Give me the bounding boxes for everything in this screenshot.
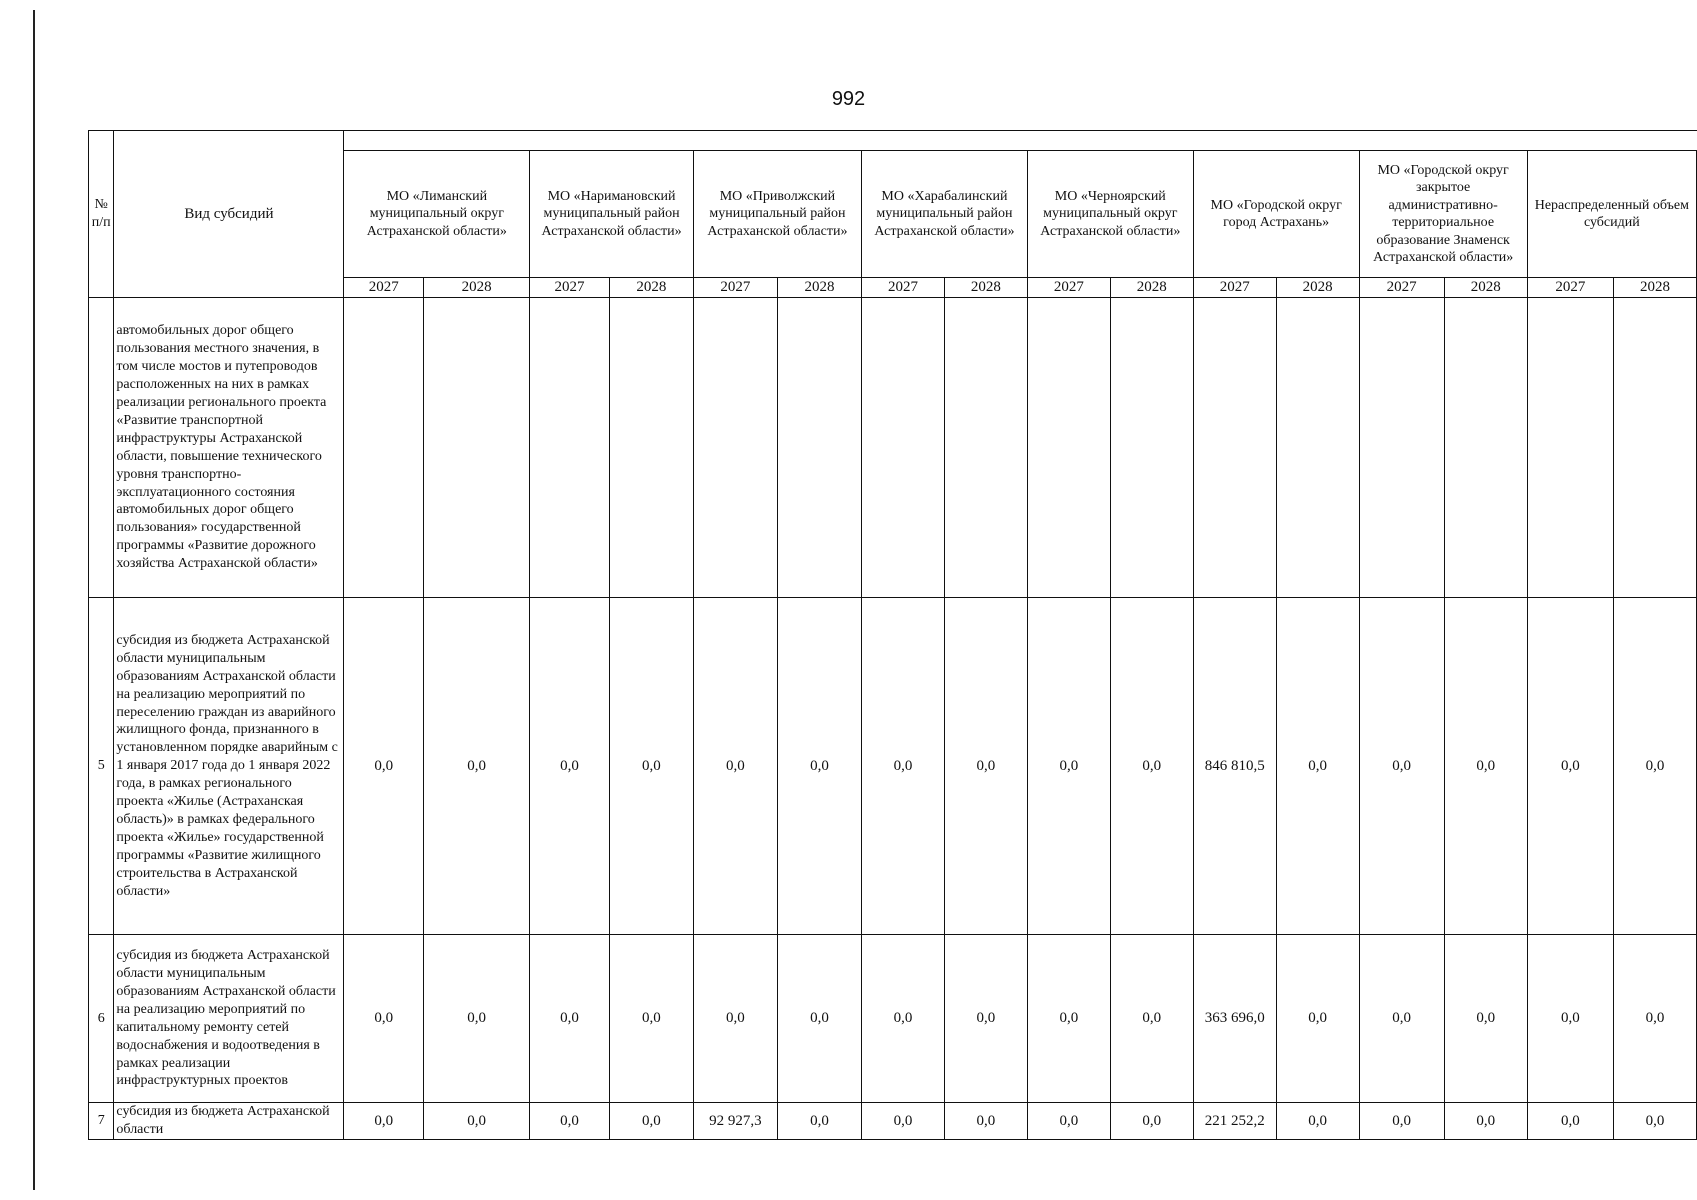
value-cell: 363 696,0: [1193, 935, 1276, 1103]
value-cell: [344, 298, 424, 598]
value-cell: 0,0: [1110, 935, 1193, 1103]
year-label: 2027: [1527, 278, 1613, 298]
value-cell: 0,0: [530, 1103, 610, 1140]
subsidy-description: субсидия из бюджета Астраханской области: [114, 1103, 344, 1140]
header-municipality-6: МО «Городской округ город Астрахань»: [1193, 151, 1359, 278]
year-label: 2027: [1359, 278, 1444, 298]
value-cell: 0,0: [344, 1103, 424, 1140]
value-cell: 0,0: [1444, 1103, 1527, 1140]
value-cell: 0,0: [1276, 935, 1359, 1103]
value-cell: [1444, 298, 1527, 598]
value-cell: 0,0: [861, 935, 944, 1103]
value-cell: [1613, 298, 1696, 598]
header-row-number: № п/п: [89, 131, 114, 298]
value-cell: 92 927,3: [693, 1103, 777, 1140]
value-cell: 0,0: [530, 935, 610, 1103]
value-cell: 0,0: [1527, 1103, 1613, 1140]
value-cell: 0,0: [1027, 1103, 1110, 1140]
value-cell: [424, 298, 530, 598]
value-cell: 0,0: [861, 1103, 944, 1140]
header-municipality-1: МО «Лиманский муниципальный округ Астраханской области»: [344, 151, 530, 278]
subsidy-description: автомобильных дорог общего пользования местного значения, в том числе мостов и путепроводов расположенных на них в рамках реализации регионального проекта «Развитие транспортной инфраструктуры Астраханской области, повышение технического уровня транспортно-эксплуатационного состояния автомобильных дорог общего пользования» государственной программы «Развитие дорожного хозяйства Астраханской области»: [114, 298, 344, 598]
value-cell: 0,0: [1027, 598, 1110, 935]
value-cell: 0,0: [861, 598, 944, 935]
value-cell: 0,0: [777, 1103, 861, 1140]
value-cell: 0,0: [944, 1103, 1027, 1140]
year-label: 2028: [1613, 278, 1696, 298]
value-cell: 0,0: [777, 598, 861, 935]
value-cell: [1527, 298, 1613, 598]
value-cell: 0,0: [1613, 598, 1696, 935]
header-municipality-8: Нераспределенный объем субсидий: [1527, 151, 1696, 278]
value-cell: 0,0: [1613, 935, 1696, 1103]
page-number: 992: [831, 88, 866, 110]
header-group-spacer: [344, 131, 1697, 151]
year-label: 2027: [1193, 278, 1276, 298]
value-cell: 0,0: [1359, 598, 1444, 935]
value-cell: 0,0: [1110, 1103, 1193, 1140]
row-number: [89, 298, 114, 598]
table-row: [89, 298, 1697, 598]
value-cell: 0,0: [344, 598, 424, 935]
value-cell: 0,0: [1027, 935, 1110, 1103]
value-cell: 0,0: [693, 935, 777, 1103]
value-cell: [609, 298, 693, 598]
value-cell: [1193, 298, 1276, 598]
header-municipality-4: МО «Харабалинский муниципальный район Астраханской области»: [861, 151, 1027, 278]
value-cell: 0,0: [1613, 1103, 1696, 1140]
page-margin-line: [33, 10, 35, 1190]
header-subsidy-kind: Вид субсидий: [114, 131, 344, 298]
value-cell: 0,0: [609, 598, 693, 935]
row-number: 6: [89, 935, 114, 1103]
value-cell: 0,0: [344, 935, 424, 1103]
header-municipality-5: МО «Черноярский муниципальный округ Астраханской области»: [1027, 151, 1193, 278]
value-cell: 0,0: [944, 935, 1027, 1103]
year-label: 2028: [944, 278, 1027, 298]
value-cell: 0,0: [1527, 935, 1613, 1103]
row-number: 7: [89, 1103, 114, 1140]
value-cell: 0,0: [1359, 935, 1444, 1103]
value-cell: 0,0: [424, 1103, 530, 1140]
value-cell: 0,0: [1444, 935, 1527, 1103]
value-cell: 0,0: [609, 1103, 693, 1140]
value-cell: 221 252,2: [1193, 1103, 1276, 1140]
value-cell: [777, 298, 861, 598]
value-cell: 0,0: [1444, 598, 1527, 935]
year-label: 2028: [609, 278, 693, 298]
value-cell: 0,0: [1110, 598, 1193, 935]
value-cell: 0,0: [1276, 598, 1359, 935]
value-cell: 0,0: [944, 598, 1027, 935]
value-cell: 0,0: [777, 935, 861, 1103]
value-cell: [861, 298, 944, 598]
value-cell: 0,0: [530, 598, 610, 935]
table-row: [89, 1103, 1697, 1140]
value-cell: [1027, 298, 1110, 598]
value-cell: [1359, 298, 1444, 598]
value-cell: 0,0: [424, 935, 530, 1103]
value-cell: 0,0: [1276, 1103, 1359, 1140]
header-municipality-3: МО «Приволжский муниципальный район Астраханской области»: [693, 151, 861, 278]
table-row: [89, 935, 1697, 1103]
value-cell: 0,0: [1527, 598, 1613, 935]
year-label: 2028: [424, 278, 530, 298]
value-cell: 0,0: [693, 598, 777, 935]
header-municipality-7: МО «Городской округ закрытое административно-территориальное образование Знаменск Астраханской области»: [1359, 151, 1527, 278]
value-cell: [1110, 298, 1193, 598]
value-cell: [530, 298, 610, 598]
value-cell: 846 810,5: [1193, 598, 1276, 935]
subsidy-description: субсидия из бюджета Астраханской области муниципальным образованиям Астраханской области на реализацию мероприятий по капитальному ремонту сетей водоснабжения и водоотведения в рамках реализации инфраструктурных проектов: [114, 935, 344, 1103]
subsidy-table: [88, 130, 1697, 1140]
value-cell: 0,0: [424, 598, 530, 935]
year-label: 2027: [1027, 278, 1110, 298]
year-label: 2027: [530, 278, 610, 298]
year-label: 2028: [1110, 278, 1193, 298]
year-label: 2028: [1444, 278, 1527, 298]
year-label: 2027: [861, 278, 944, 298]
year-label: 2027: [344, 278, 424, 298]
table-row: [89, 598, 1697, 935]
subsidy-table-wrapper: [88, 130, 1697, 1160]
value-cell: 0,0: [609, 935, 693, 1103]
value-cell: [693, 298, 777, 598]
value-cell: [1276, 298, 1359, 598]
subsidy-description: субсидия из бюджета Астраханской области муниципальным образованиям Астраханской области на реализацию мероприятий по переселению граждан из аварийного жилищного фонда, признанного в установленном порядке аварийным с 1 января 2017 года до 1 января 2022 года, в рамках регионального проекта «Жилье (Астраханская область)» в рамках федерального проекта «Жилье» государственной программы «Развитие жилищного строительства в Астраханской области»: [114, 598, 344, 935]
value-cell: 0,0: [1359, 1103, 1444, 1140]
value-cell: [944, 298, 1027, 598]
row-number: 5: [89, 598, 114, 935]
year-label: 2028: [777, 278, 861, 298]
header-municipality-2: МО «Наримановский муниципальный район Астраханской области»: [530, 151, 694, 278]
year-label: 2028: [1276, 278, 1359, 298]
year-label: 2027: [693, 278, 777, 298]
